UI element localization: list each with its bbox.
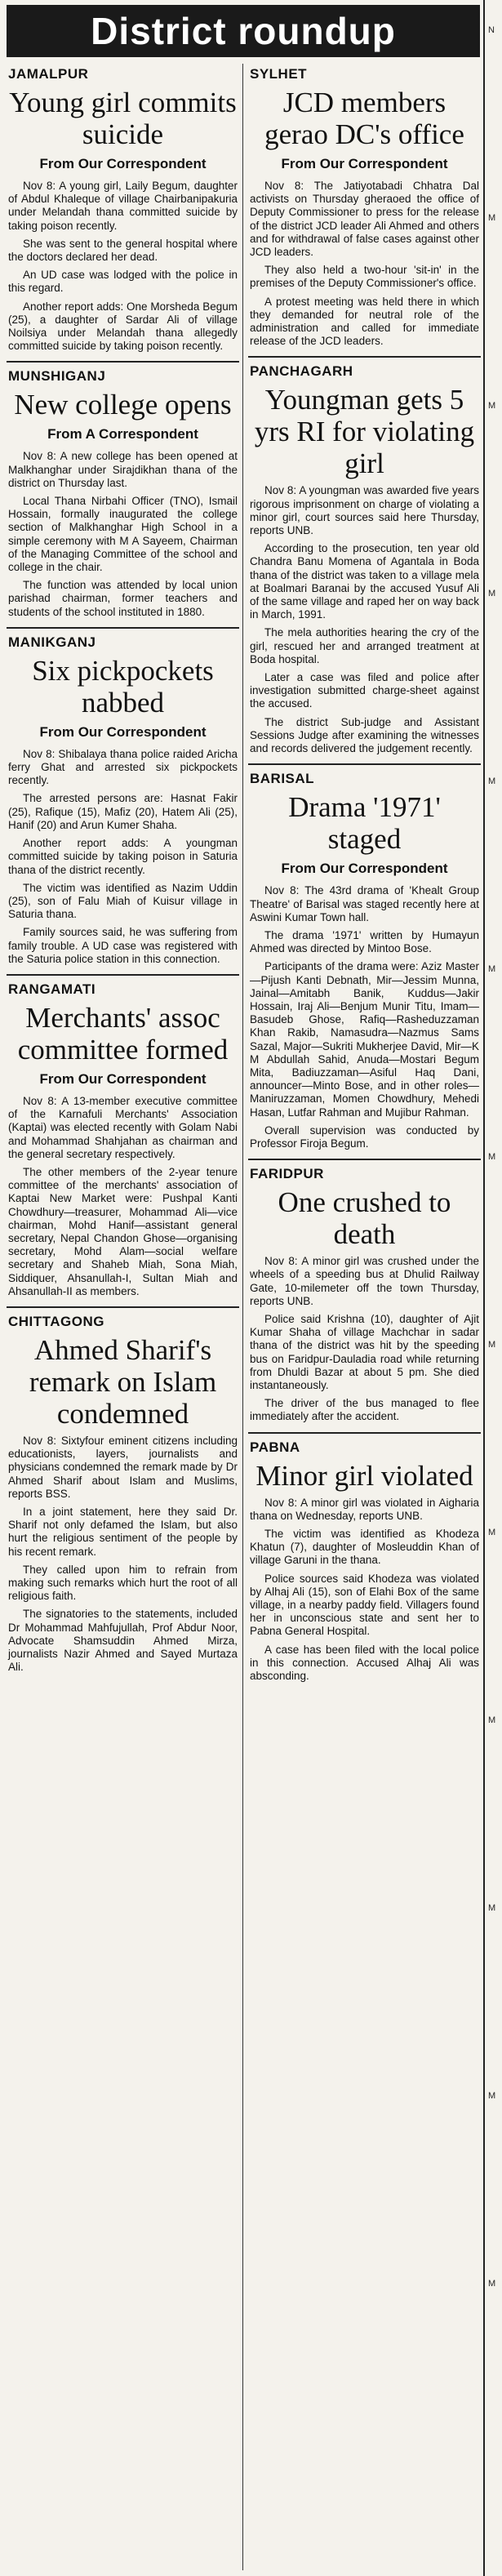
story-paragraph: Another report adds: A youngman committed suicide by taking poison in Saturia thana of the district recently. xyxy=(8,837,238,876)
story-paragraph: A protest meeting was held there in which they demanded for neutral role of the administration and called for immediate release of the JCD leaders. xyxy=(250,295,479,348)
edge-fragment: M xyxy=(488,2091,496,2101)
story-paragraph: Another report adds: One Morsheda Begum (25), a daughter of Sardar Ali of village Noilsiya under Melandah thana allegedly committed suicide by taking poison recently. xyxy=(8,300,238,353)
story-headline: Drama '1971' staged xyxy=(288,791,441,856)
story-paragraph: Overall supervision was conducted by Professor Firoja Begum. xyxy=(250,1123,479,1150)
story-paragraph: The signatories to the statements, included Dr Mohammad Mahfujullah, Prof Abdur Noor, Advocate Shamsuddin Ahmed Mirza, journalists Nazir Ahmed and Sayed Murtaza Ali. xyxy=(8,1608,238,1674)
story-paragraph: Nov 8: A young girl, Laily Begum, daughter of Abdul Khaleque of village Chairbanipakuria under Melandah thana committed suicide by taking poison recently. xyxy=(8,180,238,232)
story-byline: From A Correspondent xyxy=(47,426,198,443)
edge-fragment: M xyxy=(488,1340,496,1350)
left-column xyxy=(7,64,239,2570)
story-headline: JCD members gerao DC's office xyxy=(264,87,464,150)
edge-fragment: M xyxy=(488,2279,496,2289)
story-dateline: FARIDPUR xyxy=(250,1166,324,1182)
story-byline: From Our Correspondent xyxy=(281,861,448,877)
story-paragraph: The function was attended by local union parishad chairman, former teachers and students of the school instituted in 1880. xyxy=(8,579,238,618)
story-paragraph: Nov 8: The Jatiyotabadi Chhatra Dal activists on Thursday gheraoed the office of Deputy Commissioner to press for the release of the district JCD leader Ali Ahmed and others and for withdrawal of false cases against other JCD leaders. xyxy=(250,180,479,259)
story-dateline: MUNSHIGANJ xyxy=(8,368,106,385)
story-dateline: JAMALPUR xyxy=(8,66,89,82)
story-paragraph: Participants of the drama were: Aziz Master—Pijush Kanti Debnath, Mir—Jessim Munna, Jainal—Amitabh Banik, Kuddus—Jakir Hossain, Iraj Ali—Benjum Munir Titu, Imam—Basudeb Ghose, Rafiq—Rasheduzzaman Khan Rakib, Namasudra—Nazmus Sams Sazal, Major—Sukriti Mukherjee David, Mir—K M Abdullah Sahid, Anuda—Mostari Begum Mita, Badiuzzaman—Asiful Haq Dani, announcer—Minto Bose, and in other roles—Maniruzzaman, Momen Chowdhury, Mehedi Hasan, Lutfar Rahman and Mujibur Rahman. xyxy=(250,960,479,1119)
story-paragraph: The mela authorities hearing the cry of the girl, rescued her and arranged treatment at Boda hospital. xyxy=(250,626,479,665)
story-dateline: MANIKGANJ xyxy=(8,634,96,650)
adjacent-column-edge xyxy=(483,0,502,2576)
column-divider xyxy=(242,64,243,2570)
story-headline: Youngman gets 5 yrs RI for violating girl xyxy=(254,384,475,480)
story-dateline: PANCHAGARH xyxy=(250,363,353,380)
story-paragraph: Nov 8: Shibalaya thana police raided Aricha ferry Ghat and arrested six pickpockets recently. xyxy=(8,747,238,787)
story-paragraph: Nov 8: A 13-member executive committee of the Karnafuli Merchants' Association (Kaptai) was elected recently with Golam Nabi and Mohammad Shahjahan as chairman and the general secretary respectively. xyxy=(8,1094,238,1160)
edge-fragment: M xyxy=(488,1903,496,1913)
story-paragraph: They also held a two-hour 'sit-in' in the premises of the Deputy Commissioner's office. xyxy=(250,264,479,290)
story-paragraph: A case has been filed with the local police in this connection. Accused Alhaj Ali was absconding. xyxy=(250,1643,479,1683)
story-panchagarh xyxy=(248,356,481,763)
edge-fragment: M xyxy=(488,964,496,974)
story-dateline: RANGAMATI xyxy=(8,981,96,997)
story-manikganj xyxy=(7,627,239,974)
story-paragraph: Nov 8: A minor girl was violated in Aigharia thana on Wednesday, reports UNB. xyxy=(250,1496,479,1522)
story-paragraph: In a joint statement, here they said Dr. Sharif not only defamed the Islam, but also hurt the religious sentiment of the people by his recent remark. xyxy=(8,1505,238,1558)
story-headline: One crushed to death xyxy=(278,1186,451,1251)
story-paragraph: According to the prosecution, ten year old Chandra Banu Momena of Agantala in Boda thana of the district was taken to a village mela at Boalmari Baranai by the accused Yusuf Ali of the same village and raped her on way back in March, 1991. xyxy=(250,542,479,621)
edge-fragment: M xyxy=(488,401,496,411)
story-headline: Ahmed Sharif's remark on Islam condemned xyxy=(29,1333,217,1430)
story-dateline: PABNA xyxy=(250,1439,300,1455)
story-paragraph: Police said Krishna (10), daughter of Ajit Kumar Shaha of village Machchar in sadar thana of the district was hit by the speeding bus on Faridpur-Dauladia road while returning from Dhuldi Bazar at about 5 pm. She died instantaneously. xyxy=(250,1312,479,1391)
story-byline: From Our Correspondent xyxy=(39,156,207,171)
story-byline: From Our Correspondent xyxy=(281,156,448,171)
story-sylhet xyxy=(248,64,481,356)
story-paragraph: Nov 8: The 43rd drama of 'Khealt Group Theatre' of Barisal was staged recently here at Aswini Kumar Town hall. xyxy=(250,884,479,923)
story-byline: From Our Correspondent xyxy=(39,1070,207,1087)
story-paragraph: Family sources said, he was suffering from family trouble. A UD case was registered with the Saturia police station in this connection. xyxy=(8,926,238,965)
story-paragraph: She was sent to the general hospital where the doctors declared her dead. xyxy=(8,237,238,264)
story-barisal xyxy=(248,763,481,1159)
edge-fragment: M xyxy=(488,1715,496,1725)
story-paragraph: Nov 8: A youngman was awarded five years rigorous imprisonment on charge of violating a minor girl, court sources said here Thursday, reports UNB. xyxy=(250,484,479,537)
story-paragraph: Nov 8: A new college has been opened at Malkhanghar under Sirajdikhan thana of the district on Thursday last. xyxy=(8,450,238,489)
story-paragraph: The victim was identified as Khodeza Khatun (7), daughter of Mosleuddin Khan of village Garuni in the thana. xyxy=(250,1528,479,1567)
story-dateline: CHITTAGONG xyxy=(8,1313,105,1329)
story-jamalpur xyxy=(7,64,239,361)
edge-fragment: M xyxy=(488,213,496,223)
story-headline: Six pickpockets nabbed xyxy=(32,654,214,719)
story-munshiganj xyxy=(7,361,239,626)
story-paragraph: Nov 8: Sixtyfour eminent citizens including educationists, layers, journalists and physicians condemned the remark made by Dr Ahmed Sharif about Islam and Muslims, reports BSS. xyxy=(8,1434,238,1500)
story-paragraph: The driver of the bus managed to flee immediately after the accident. xyxy=(250,1397,479,1423)
story-headline: Minor girl violated xyxy=(255,1459,473,1492)
story-paragraph: The victim was identified as Nazim Uddin (25), son of Falu Miah of Kuisur village in Saturia thana. xyxy=(8,881,238,921)
edge-fragment: M xyxy=(488,1152,496,1162)
story-paragraph: Police sources said Khodeza was violated by Alhaj Ali (15), son of Elahi Box of the same village, in a nearby paddy field. Villagers found her in unconscious state and sent her to Pabna General Hospital. xyxy=(250,1572,479,1638)
edge-fragment: N xyxy=(488,25,495,35)
edge-fragment: M xyxy=(488,776,496,786)
story-dateline: BARISAL xyxy=(250,771,315,787)
story-headline: Merchants' assoc committee formed xyxy=(17,1001,229,1066)
story-paragraph: Later a case was filed and police after investigation submitted charge-sheet against the accused. xyxy=(250,671,479,710)
edge-fragment: M xyxy=(488,589,496,598)
story-paragraph: The drama '1971' written by Humayun Ahmed was directed by Mintoo Bose. xyxy=(250,928,479,955)
story-pabna xyxy=(248,1432,481,1692)
story-rangamati xyxy=(7,974,239,1306)
right-column xyxy=(248,64,481,2570)
story-paragraph: The other members of the 2-year tenure committee of the merchants' association of Kaptai New Market were: Pushpal Kanti Chowdhury—treasurer, Mohammad Ali—vice chairman, Mohd Hanif—assistant general secretary, Nepal Chandon Ghose—organising secretary, Mohd Alam—social welfare secretary and Shaheb Miah, Sona Miah, Siddiquer, Ahsanullah-I, Sultan Miah and Ahsanullah-II as members. xyxy=(8,1165,238,1297)
story-dateline: SYLHET xyxy=(250,66,308,82)
story-paragraph: They called upon him to refrain from making such remarks which hurt the root of all religious faith. xyxy=(8,1563,238,1603)
story-paragraph: Nov 8: A minor girl was crushed under the wheels of a speeding bus at Dhulid Railway Gate, 10-milemeter off the town Thursday, reports UNB. xyxy=(250,1255,479,1307)
story-paragraph: Local Thana Nirbahi Officer (TNO), Ismail Hossain, formally inaugurated the college section of Malkhanghar High School in a simple ceremony with M A Sayeem, Chairman of the Managing Committee of the school and college in the chair. xyxy=(8,495,238,574)
edge-fragment: M xyxy=(488,1528,496,1537)
story-byline: From Our Correspondent xyxy=(39,723,207,740)
story-headline: New college opens xyxy=(14,389,232,421)
story-paragraph: An UD case was lodged with the police in this regard. xyxy=(8,269,238,295)
section-banner: District roundup xyxy=(7,5,480,57)
story-paragraph: The district Sub-judge and Assistant Sessions Judge after examining the witnesses and records delivered the judgement recently. xyxy=(250,715,479,755)
story-headline: Young girl commits suicide xyxy=(9,87,237,150)
story-faridpur xyxy=(248,1159,481,1431)
story-chittagong xyxy=(7,1306,239,1682)
story-paragraph: The arrested persons are: Hasnat Fakir (25), Rafique (15), Mafiz (20), Hatem Ali (25), Hanif (20) and Arun Kumer Shaha. xyxy=(8,792,238,831)
